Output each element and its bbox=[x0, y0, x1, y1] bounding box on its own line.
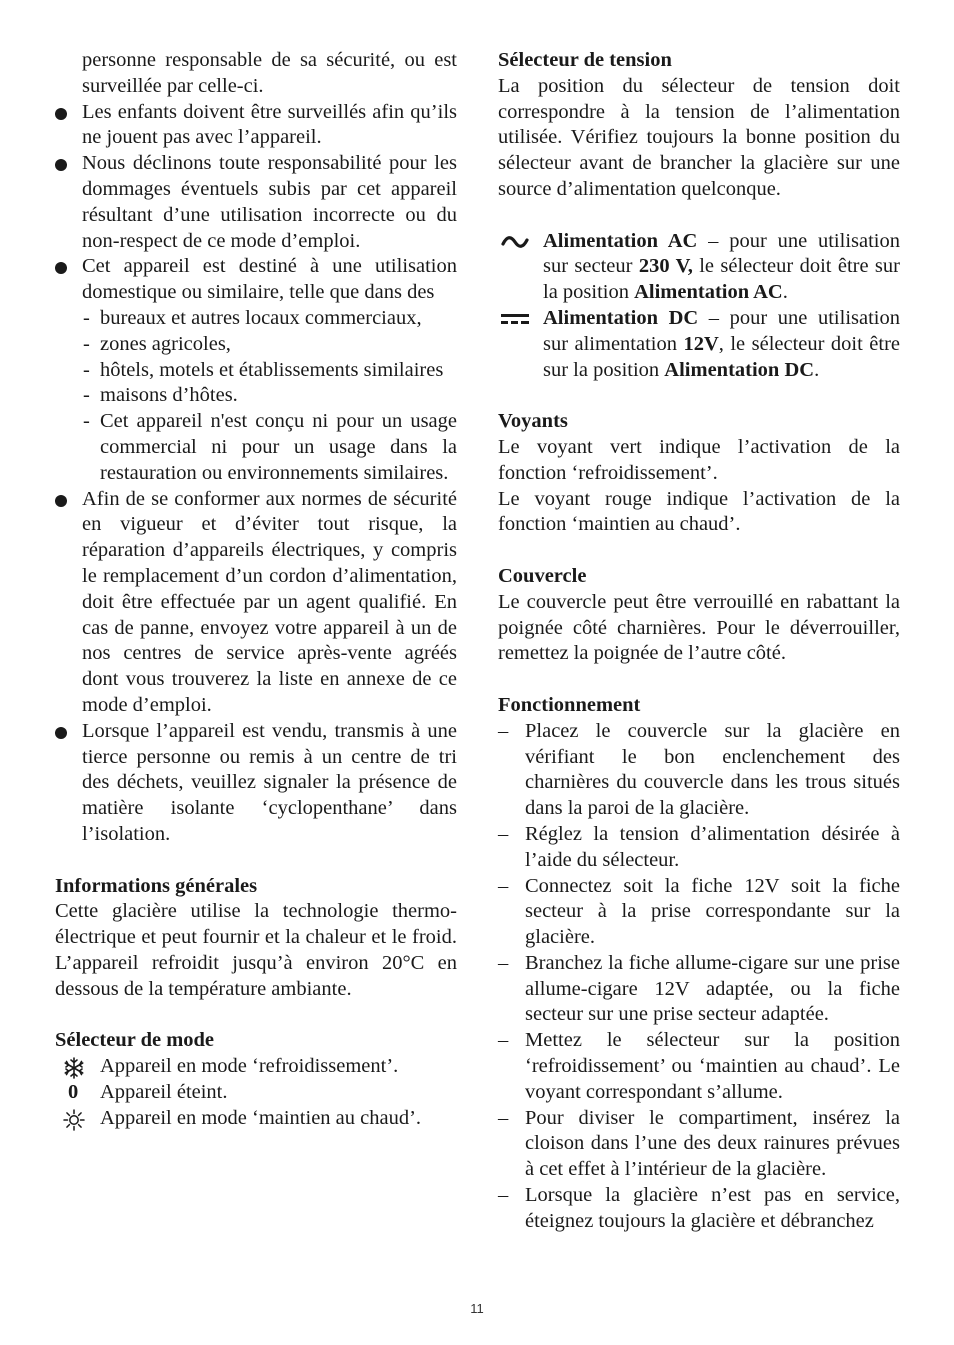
bullet-text: Nous déclinons toute responsabilité pour les dommages éventuels subis par cet appareil résultant d’une utilisation incorrecte ou du non-respect de ce mode d’emploi. bbox=[82, 152, 457, 252]
voltage-paragraph: La position du sélecteur de tension doit correspondre à la tension de l’alimentation utilisée. Vérifiez toujours la bonne position du sélecteur avant de brancher la glacière sur une source d’alimentation quelconque. bbox=[498, 74, 900, 200]
info-paragraph: Cette glacière utilise la technologie thermo-électrique et peut fournir et la chaleur et le froid. L’appareil refroidit jusqu’à environ 20°C en dessous de la température ambiante. bbox=[55, 900, 457, 1000]
couvercle-paragraph: Le couvercle peut être verrouillé en rabattant la poignée côté charnières. Pour le déverrouiller, remettez la poignée de l’autre côté. bbox=[498, 590, 900, 665]
bullet-text: Lorsque l’appareil est vendu, transmis à une tierce personne ou remis à un centre de tri des déchets, veuillez signaler la présence de matière isolante ‘cyclopenthane’ dans l’isolation. bbox=[82, 719, 457, 845]
bullet-dot-icon bbox=[55, 159, 67, 171]
mode-text: Appareil en mode ‘refroidissement’. bbox=[100, 1055, 399, 1078]
mode-text: Appareil en mode ‘maintien au chaud’. bbox=[100, 1106, 422, 1129]
step-item bbox=[498, 822, 900, 874]
dc-text-2: , le sélecteur doit être sur la position bbox=[543, 332, 900, 381]
step-text: Branchez la fiche allume-cigare sur une prise allume-cigare 12V adaptée, ou la fiche secteur sur une prise secteur adaptée. bbox=[525, 951, 900, 1026]
sub-list-item bbox=[55, 409, 457, 486]
step-dash: – bbox=[498, 874, 509, 897]
bullet-dot-icon bbox=[55, 727, 67, 739]
step-text: Lorsque la glacière n’est pas en service, éteignez toujours la glacière et débranchez bbox=[525, 1184, 900, 1232]
step-item bbox=[498, 1183, 900, 1235]
step-item bbox=[498, 874, 900, 951]
ac-power-item bbox=[498, 229, 900, 306]
sub-list-dash: - bbox=[83, 384, 90, 407]
bullet-text: Afin de se conformer aux normes de sécurité en vigueur et d’éviter tout risque, la réparation d’appareils électriques, y compris le remplacement d’un cordon d’alimentation, doit être effectuée par un agent qualifié. En cas de panne, envoyez votre appareil à un de nos centres de service après-vente agréés dont vous trouverez la liste en annexe de ce mode d’emploi. bbox=[82, 487, 457, 716]
step-item bbox=[498, 1106, 900, 1183]
fonctionnement-heading: Fonctionnement bbox=[498, 693, 641, 716]
step-item bbox=[498, 1028, 900, 1105]
step-text: Placez le couvercle sur la glacière en vérifiant le bon enclenchement des charnières du couvercle dans les trous situés dans la paroi de la glacière. bbox=[525, 719, 900, 820]
step-dash: – bbox=[498, 951, 509, 974]
step-dash: – bbox=[498, 822, 509, 845]
step-dash: – bbox=[498, 1106, 509, 1129]
voyants-heading: Voyants bbox=[498, 410, 568, 433]
ac-text-2: le sélecteur doit être sur la position bbox=[543, 255, 900, 304]
mode-text: Appareil éteint. bbox=[100, 1080, 228, 1103]
sub-list-dash: - bbox=[83, 332, 90, 355]
mode-item-off bbox=[55, 1080, 457, 1106]
step-text: Pour diviser le compartiment, insérez la cloison dans l’une des deux rainures prévues à cet effet à l’intérieur de la glacière. bbox=[525, 1106, 900, 1181]
sub-list-text: maisons d’hôtes. bbox=[100, 384, 238, 407]
intro-paragraph: personne responsable de sa sécurité, ou est surveillée par celle-ci. bbox=[82, 49, 457, 97]
mode-heading: Sélecteur de mode bbox=[55, 1029, 215, 1052]
sub-list-text: bureaux et autres locaux commerciaux, bbox=[100, 306, 422, 329]
sub-list-item bbox=[55, 358, 457, 384]
step-text: Connectez soit la fiche 12V soit la fiche secteur à la prise correspondante sur la glacière. bbox=[525, 874, 900, 949]
voltage-heading: Sélecteur de tension bbox=[498, 49, 672, 71]
sub-list-item bbox=[55, 306, 457, 332]
dc-label: Alimentation DC bbox=[543, 306, 699, 329]
bullet-text: Cet appareil est destiné à une utilisation domestique ou similaire, telle que dans des bbox=[82, 255, 457, 304]
step-text: Mettez le sélecteur sur la position ‘refroidissement’ ou ‘maintien au chaud’. Le voyant correspondant s’allume. bbox=[525, 1029, 900, 1103]
page-number: 11 bbox=[470, 1301, 484, 1316]
bullet-item bbox=[55, 100, 457, 152]
dc-voltage: 12V bbox=[683, 332, 719, 355]
sun-icon bbox=[63, 1109, 85, 1131]
sub-list-dash: - bbox=[83, 410, 90, 433]
sub-list-dash: - bbox=[83, 358, 90, 381]
ac-label: Alimentation AC bbox=[543, 229, 698, 252]
bullet-dot-icon bbox=[55, 262, 67, 274]
dc-symbol-icon bbox=[500, 311, 530, 327]
dc-power-item bbox=[498, 306, 900, 383]
sub-list-dash: - bbox=[83, 306, 90, 329]
step-dash: – bbox=[498, 1184, 509, 1207]
step-text: Réglez la tension d’alimentation désirée à l’aide du sélecteur. bbox=[525, 822, 900, 871]
bullet-dot-icon bbox=[55, 108, 67, 120]
sub-list-text: Cet appareil n'est conçu ni pour un usage commercial ni pour un usage dans la restauration ou environnements similaires. bbox=[100, 410, 457, 484]
step-dash: – bbox=[498, 1029, 509, 1052]
bullet-item bbox=[55, 719, 457, 848]
ac-end: . bbox=[782, 281, 788, 304]
sub-list-text: hôtels, motels et établissements similaires bbox=[100, 358, 444, 381]
dc-position: Alimentation DC bbox=[664, 358, 815, 381]
step-item bbox=[498, 719, 900, 822]
bullet-dot-icon bbox=[55, 495, 67, 507]
step-dash: – bbox=[498, 719, 509, 742]
voyants-paragraph-green: Le voyant vert indique l’activation de la fonction ‘refroidissement’. bbox=[498, 435, 900, 484]
mode-item-cooling bbox=[55, 1054, 457, 1080]
dc-text-1: – pour une utilisation sur alimentation bbox=[543, 306, 900, 355]
bullet-text: Les enfants doivent être surveillés afin qu’ils ne jouent pas avec l’appareil. bbox=[82, 100, 457, 149]
ac-wave-icon bbox=[500, 234, 530, 250]
sub-list-text: zones agricoles, bbox=[100, 332, 231, 355]
ac-voltage: 230 V, bbox=[638, 255, 693, 278]
snowflake-icon bbox=[63, 1057, 85, 1079]
zero-symbol: 0 bbox=[68, 1080, 79, 1103]
right-column bbox=[498, 48, 900, 1235]
left-column bbox=[55, 48, 457, 1131]
info-heading: Informations générales bbox=[55, 874, 258, 897]
ac-text-1: – pour une utilisation sur secteur bbox=[543, 229, 900, 278]
ac-position: Alimentation AC bbox=[634, 281, 783, 304]
mode-item-warming bbox=[55, 1106, 457, 1132]
sub-list-item bbox=[55, 383, 457, 409]
dc-end: . bbox=[814, 358, 820, 381]
bullet-item bbox=[55, 151, 457, 254]
sub-list-item bbox=[55, 332, 457, 358]
step-item bbox=[498, 951, 900, 1028]
bullet-item bbox=[55, 254, 457, 306]
couvercle-heading: Couvercle bbox=[498, 564, 587, 587]
bullet-item bbox=[55, 487, 457, 719]
voyants-paragraph-red: Le voyant rouge indique l’activation de la fonction ‘maintien au chaud’. bbox=[498, 487, 900, 536]
